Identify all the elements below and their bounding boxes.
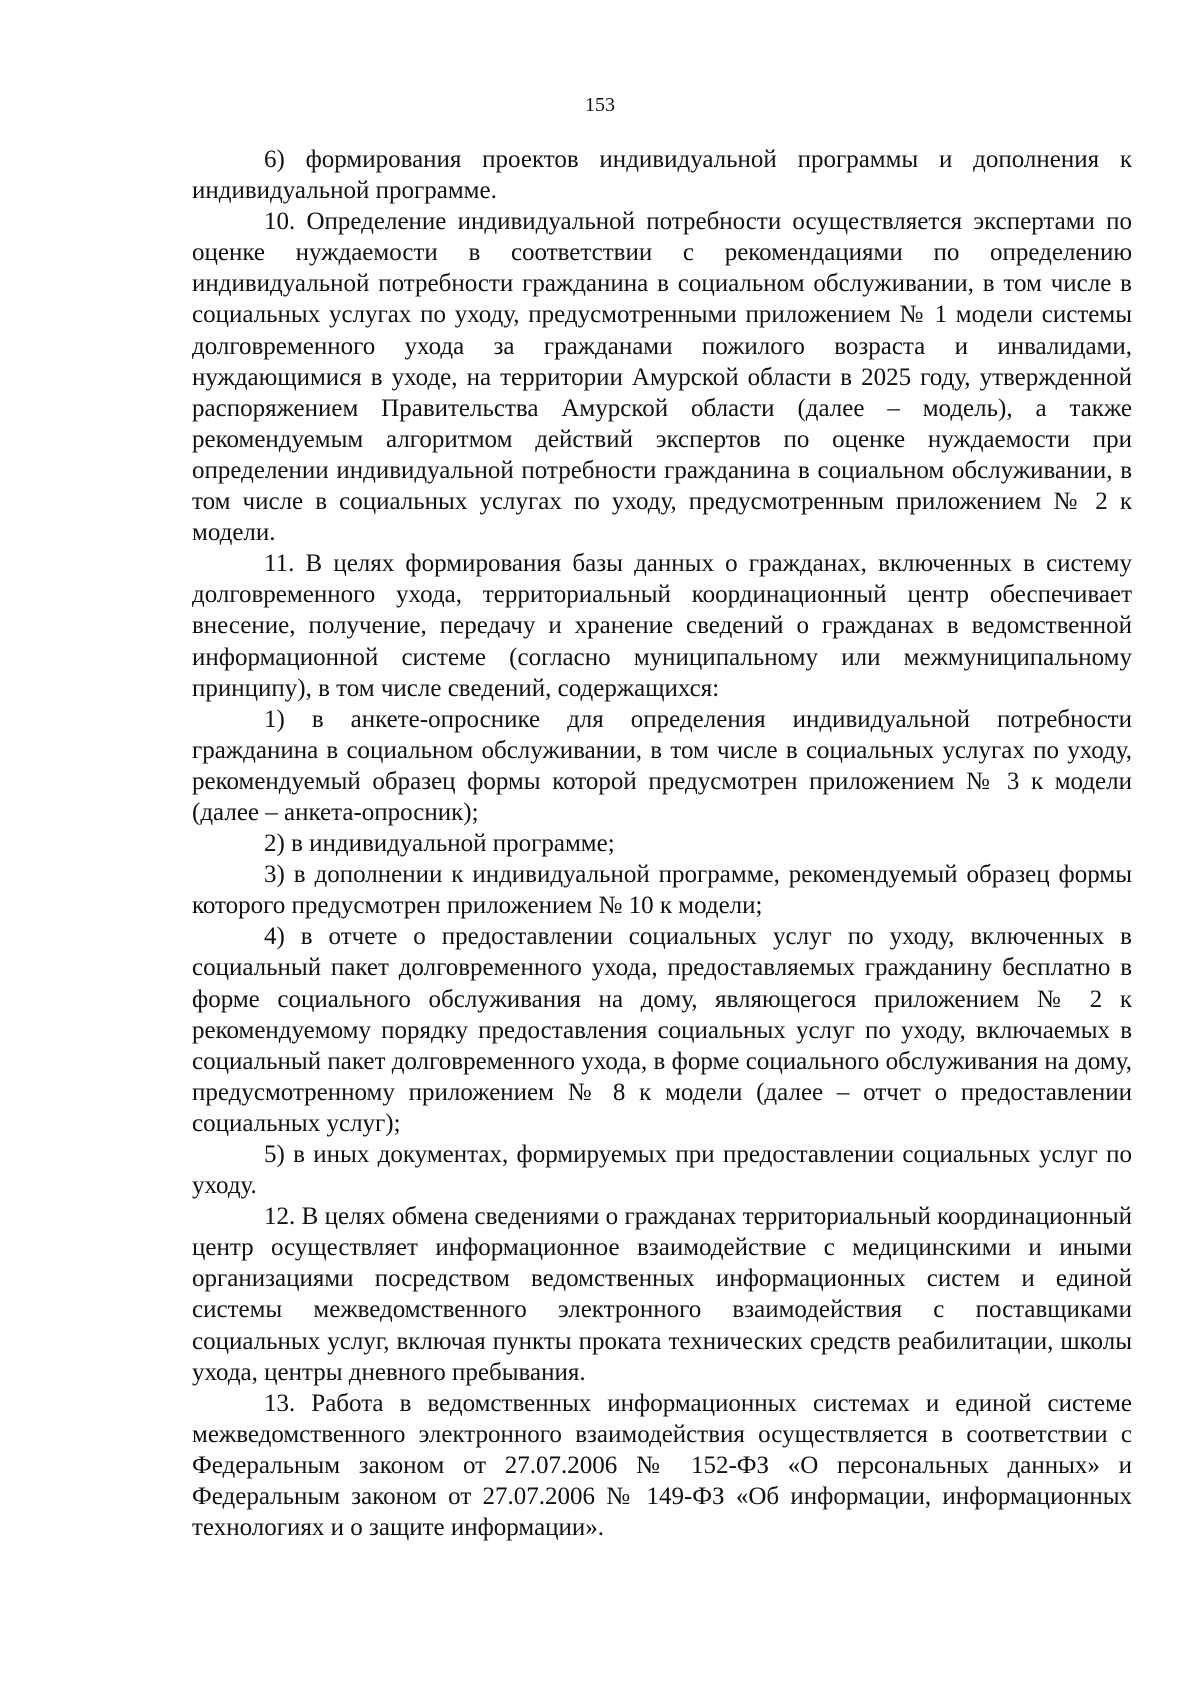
paragraph-13: 13. Работа в ведомственных информационных системах и единой системе межведомственного электронного взаимодействия осуществляется в соответствии с Федеральным законом от 27.07.2006 № 152-ФЗ «О персональных данных» и Федеральным законом от 27.07.2006 № 149-ФЗ «Об информации, информационных технологиях и о защите информации». (192, 1389, 1132, 1542)
paragraph-10: 10. Определение индивидуальной потребности осуществляется экспертами по оценке нуждаемости в соответствии с рекомендациями по определению индивидуальной потребности гражданина в социальном обслуживании, в том числе в социальных услугах по уходу, предусмотренными приложением № 1 модели системы долговременного ухода за гражданами пожилого возраста и инвалидами, нуждающимися в уходе, на территории Амурской области в 2025 году, утвержденной распоряжением Правительства Амурской области (далее – модель), а также рекомендуемым алгоритмом действий экспертов по оценке нуждаемости при определении индивидуальной потребности гражданина в социальном обслуживании, в том числе в социальных услугах по уходу, предусмотренным приложением № 2 к модели. (192, 208, 1132, 547)
paragraph-11-item-3: 3) в дополнении к индивидуальной программе, рекомендуемый образец формы которого предусмотрен приложением № 10 к модели; (192, 861, 1132, 920)
page-number: 153 (585, 94, 615, 116)
paragraph-11-item-5: 5) в иных документах, формируемых при предоставлении социальных услуг по уходу. (192, 1141, 1132, 1200)
document-body (192, 144, 1132, 1543)
paragraph-11-item-1: 1) в анкете-опроснике для определения индивидуальной потребности гражданина в социальном обслуживании, в том числе в социальных услугах по уходу, рекомендуемый образец формы которой предусмотрен приложением № 3 к модели (далее – анкета-опросник); (192, 705, 1132, 826)
paragraph-11-item-4: 4) в отчете о предоставлении социальных услуг по уходу, включенных в социальный пакет долговременного ухода, предоставляемых гражданину бесплатно в форме социального обслуживания на дому, являющегося приложением № 2 к рекомендуемому порядку предоставления социальных услуг по уходу, включаемых в социальный пакет долговременного ухода, в форме социального обслуживания на дому, предусмотренному приложением № 8 к модели (далее – отчет о предоставлении социальных услуг); (192, 923, 1132, 1137)
paragraph-item-6: 6) формирования проектов индивидуальной программы и дополнения к индивидуальной программе. (192, 146, 1132, 205)
paragraph-11: 11. В целях формирования базы данных о гражданах, включенных в систему долговременного ухода, территориальный координационный центр обеспечивает внесение, получение, передачу и хранение сведений о гражданах в ведомственной информационной системе (согласно муниципальному или межмуниципальному принципу), в том числе сведений, содержащихся: (192, 550, 1132, 702)
paragraph-12: 12. В целях обмена сведениями о гражданах территориальный координационный центр осуществляет информационное взаимодействие с медицинскими и иными организациями посредством ведомственных информационных систем и единой системы межведомственного электронного взаимодействия с поставщиками социальных услуг, включая пункты проката технических средств реабилитации, школы ухода, центры дневного пребывания. (192, 1203, 1132, 1386)
paragraph-11-item-2: 2) в индивидуальной программе; (264, 830, 615, 858)
